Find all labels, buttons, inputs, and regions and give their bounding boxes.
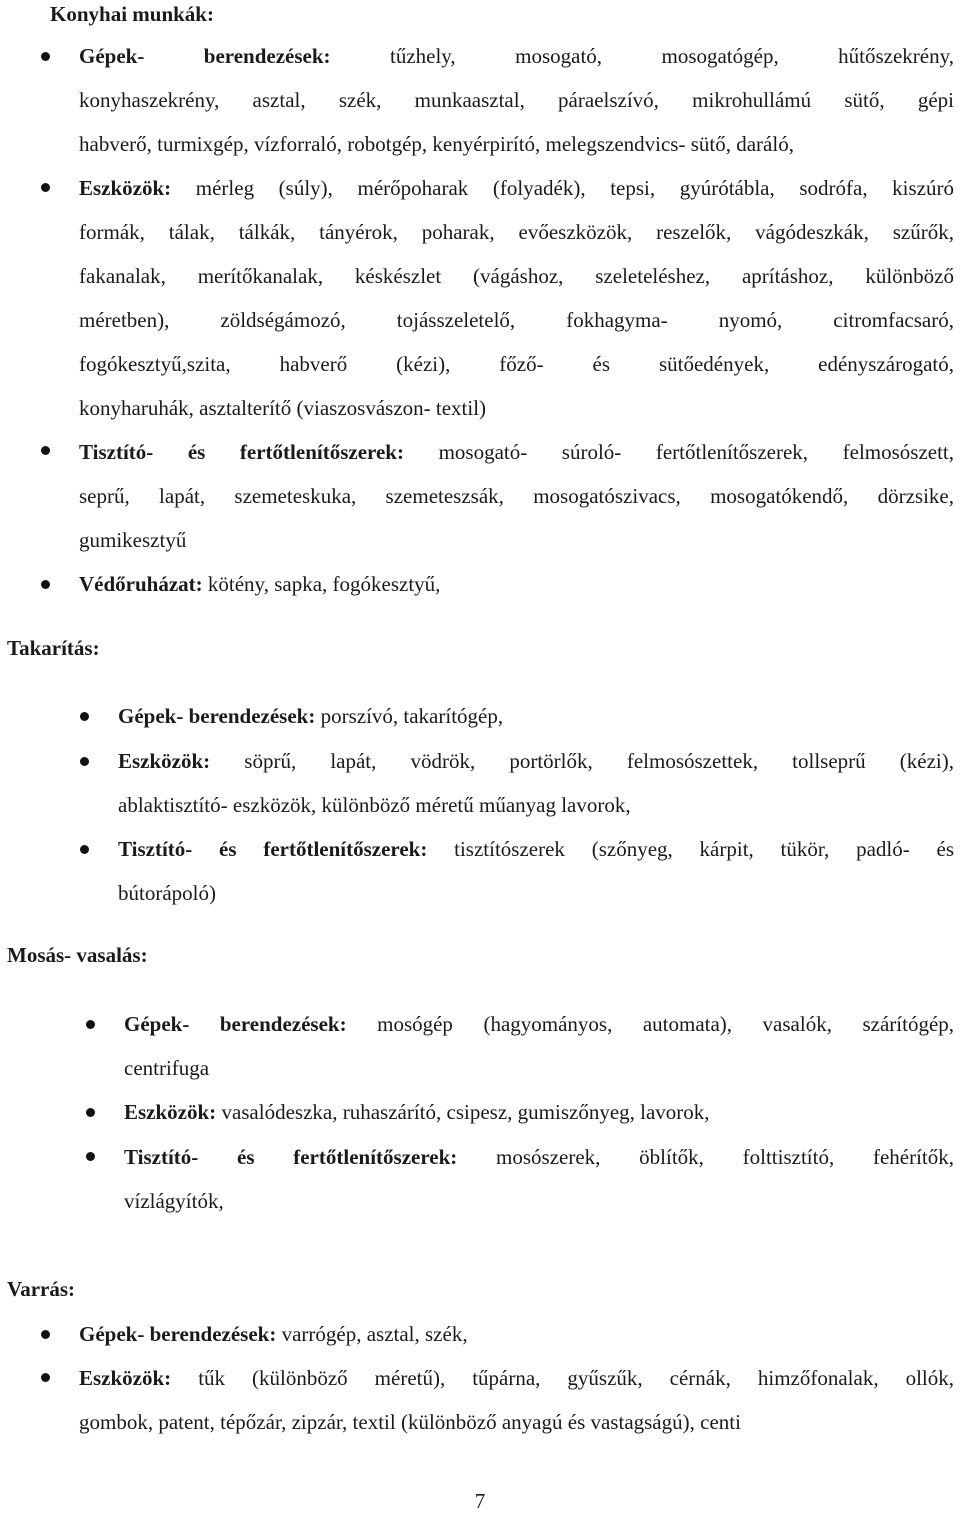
section-title-konyhai-munkak: Konyhai munkák: bbox=[50, 2, 214, 26]
list-item-line: Eszközök: vasalódeszka, ruhaszárító, csipesz, gumiszőnyeg, lavorok, bbox=[124, 1100, 710, 1124]
bullet-icon bbox=[86, 1020, 95, 1029]
bullet-icon bbox=[86, 1152, 95, 1161]
bullet-icon bbox=[41, 183, 50, 192]
list-item-line: centrifuga bbox=[124, 1056, 210, 1080]
section-title-varras: Varrás: bbox=[7, 1277, 76, 1301]
bullet-icon bbox=[41, 580, 50, 589]
bullet-icon bbox=[80, 845, 89, 854]
list-item-line: Eszközök: söprű, lapát, vödrök, portörlők, felmosószettek, tollseprű (kézi), bbox=[118, 749, 954, 773]
list-item-line: konyharuhák, asztalterítő (viaszosvászon- textil) bbox=[79, 396, 487, 420]
list-item-line: Gépek- berendezések: varrógép, asztal, szék, bbox=[79, 1322, 468, 1346]
bullet-icon bbox=[41, 446, 50, 455]
section-title-mosas-vasalas: Mosás- vasalás: bbox=[7, 943, 148, 967]
bullet-icon bbox=[80, 712, 89, 721]
list-item-line: bútorápoló) bbox=[118, 881, 216, 905]
section-title-takaritas: Takarítás: bbox=[7, 636, 100, 660]
list-item-line: Tisztító- és fertőtlenítőszerek: mosogató- súroló- fertőtlenítőszerek, felmosószett, bbox=[79, 440, 955, 464]
list-item-line: formák, tálak, tálkák, tányérok, poharak, evőeszközök, reszelők, vágódeszkák, szűrők, bbox=[79, 220, 954, 244]
list-item-line: fogókesztyű,szita, habverő (kézi), főző- és sütőedények, edényszárogató, bbox=[79, 352, 954, 376]
list-item-line: ablaktisztító- eszközök, különböző méretű műanyag lavorok, bbox=[118, 793, 631, 817]
list-item-line: Gépek- berendezések: porszívó, takarítógép, bbox=[118, 704, 504, 728]
bullet-icon bbox=[80, 757, 89, 766]
bullet-icon bbox=[86, 1108, 95, 1117]
list-item-line: Gépek- berendezések: tűzhely, mosogató, mosogatógép, hűtőszekrény, bbox=[79, 44, 955, 68]
list-item-line: habverő, turmixgép, vízforraló, robotgép, kenyérpirító, melegszendvics- sütő, daráló, bbox=[79, 132, 794, 156]
list-item-line: Eszközök: mérleg (súly), mérőpoharak (folyadék), tepsi, gyúrótábla, sodrófa, kiszúró bbox=[79, 176, 954, 200]
list-item-line: Védőruházat: kötény, sapka, fogókesztyű, bbox=[79, 572, 441, 596]
list-item-line: méretben), zöldségámozó, tojásszeletelő, fokhagyma- nyomó, citromfacsaró, bbox=[79, 308, 954, 332]
bullet-icon bbox=[41, 1330, 50, 1339]
list-item-line: gombok, patent, tépőzár, zipzár, textil (különböző anyagú és vastagságú), centi bbox=[79, 1410, 741, 1434]
list-item-line: Tisztító- és fertőtlenítőszerek: tisztítószerek (szőnyeg, kárpit, tükör, padló- és bbox=[118, 837, 954, 861]
page-number: 7 bbox=[474, 1489, 486, 1513]
bullet-icon bbox=[41, 1373, 50, 1382]
list-item-line: vízlágyítók, bbox=[124, 1189, 224, 1213]
list-item-line: konyhaszekrény, asztal, szék, munkaasztal, páraelszívó, mikrohullámú sütő, gépi bbox=[79, 88, 954, 112]
list-item-line: Tisztító- és fertőtlenítőszerek: mosószerek, öblítők, folttisztító, fehérítők, bbox=[124, 1145, 955, 1169]
list-item-line: Gépek- berendezések: mosógép (hagyományos, automata), vasalók, szárítógép, bbox=[124, 1012, 955, 1036]
list-item-line: gumikesztyű bbox=[79, 528, 187, 552]
list-item-line: seprű, lapát, szemeteskuka, szemeteszsák, mosogatószivacs, mosogatókendő, dörzsike, bbox=[79, 484, 954, 508]
list-item-line: fakanalak, merítőkanalak, késkészlet (vágáshoz, szeleteléshez, aprításhoz, különböző bbox=[79, 264, 954, 288]
bullet-icon bbox=[41, 52, 50, 61]
list-item-line: Eszközök: tűk (különböző méretű), tűpárna, gyűszűk, cérnák, himzőfonalak, ollók, bbox=[79, 1366, 954, 1390]
